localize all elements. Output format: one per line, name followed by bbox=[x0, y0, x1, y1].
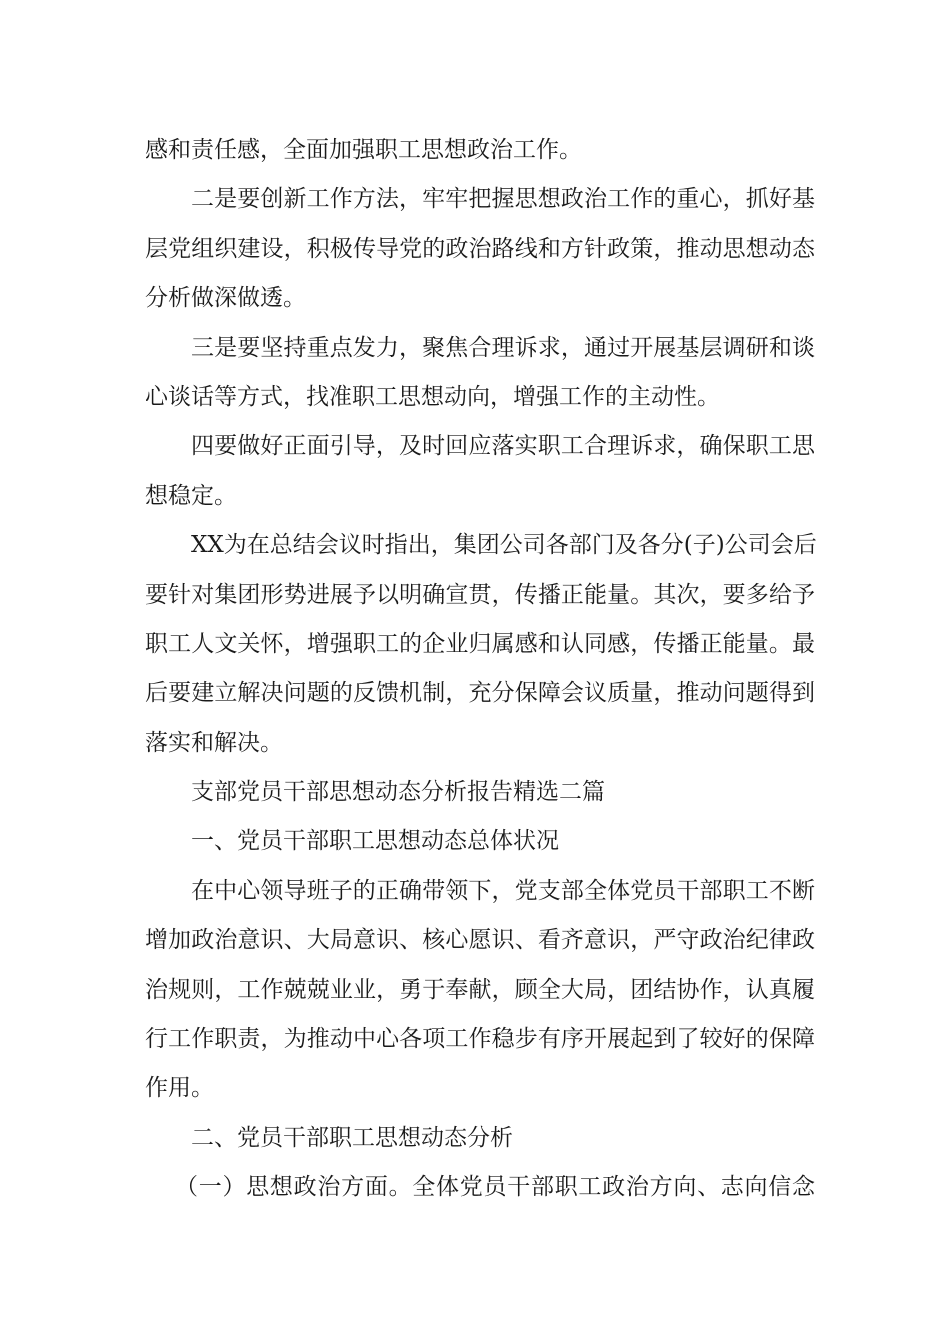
text-line: 治规则，工作兢兢业业，勇于奉献，顾全大局，团结协作，认真履 bbox=[145, 976, 815, 1003]
text-line: 四要做好正面引导，及时回应落实职工合理诉求，确保职工思 bbox=[191, 433, 815, 460]
section-heading: 二、党员干部职工思想动态分析 bbox=[191, 1124, 513, 1151]
text-line: 增加政治意识、大局意识、核心愿识、看齐意识，严守政治纪律政 bbox=[145, 927, 815, 954]
section-heading: 一、党员干部职工思想动态总体状况 bbox=[191, 828, 559, 855]
text-line: 感和责任感，全面加强职工思想政治工作。 bbox=[145, 137, 582, 163]
document-body bbox=[145, 126, 815, 1213]
text-line: 作用。 bbox=[145, 1075, 214, 1102]
text-line: 落实和解决。 bbox=[145, 729, 283, 756]
text-line: （一）思想政治方面。全体党员干部职工政治方向、志向信念 bbox=[175, 1174, 815, 1201]
text-line: 二是要创新工作方法，牢牢把握思想政治工作的重心，抓好基 bbox=[191, 186, 815, 213]
text-line: 在中心领导班子的正确带领下，党支部全体党员干部职工不断 bbox=[191, 877, 815, 904]
text-line: 后要建立解决问题的反馈机制，充分保障会议质量，推动问题得到 bbox=[145, 680, 815, 707]
text-line: 想稳定。 bbox=[145, 482, 237, 509]
text-line: XX为在总结会议时指出，集团公司各部门及各分(子)公司会后 bbox=[191, 532, 817, 559]
text-line: 心谈话等方式，找准职工思想动向，增强工作的主动性。 bbox=[145, 383, 720, 410]
section-title: 支部党员干部思想动态分析报告精选二篇 bbox=[191, 779, 605, 806]
text-line: 层党组织建设，积极传导党的政治路线和方针政策，推动思想动态 bbox=[145, 235, 815, 262]
text-line: 行工作职责，为推动中心各项工作稳步有序开展起到了较好的保障 bbox=[145, 1026, 815, 1053]
text-line: 要针对集团形势进展予以明确宣贯，传播正能量。其次，要多给予 bbox=[145, 581, 815, 608]
text-line: 三是要坚持重点发力，聚焦合理诉求，通过开展基层调研和谈 bbox=[191, 334, 815, 361]
text-line: 分析做深做透。 bbox=[145, 285, 306, 312]
text-line: 职工人文关怀，增强职工的企业归属感和认同感，传播正能量。最 bbox=[145, 630, 815, 657]
